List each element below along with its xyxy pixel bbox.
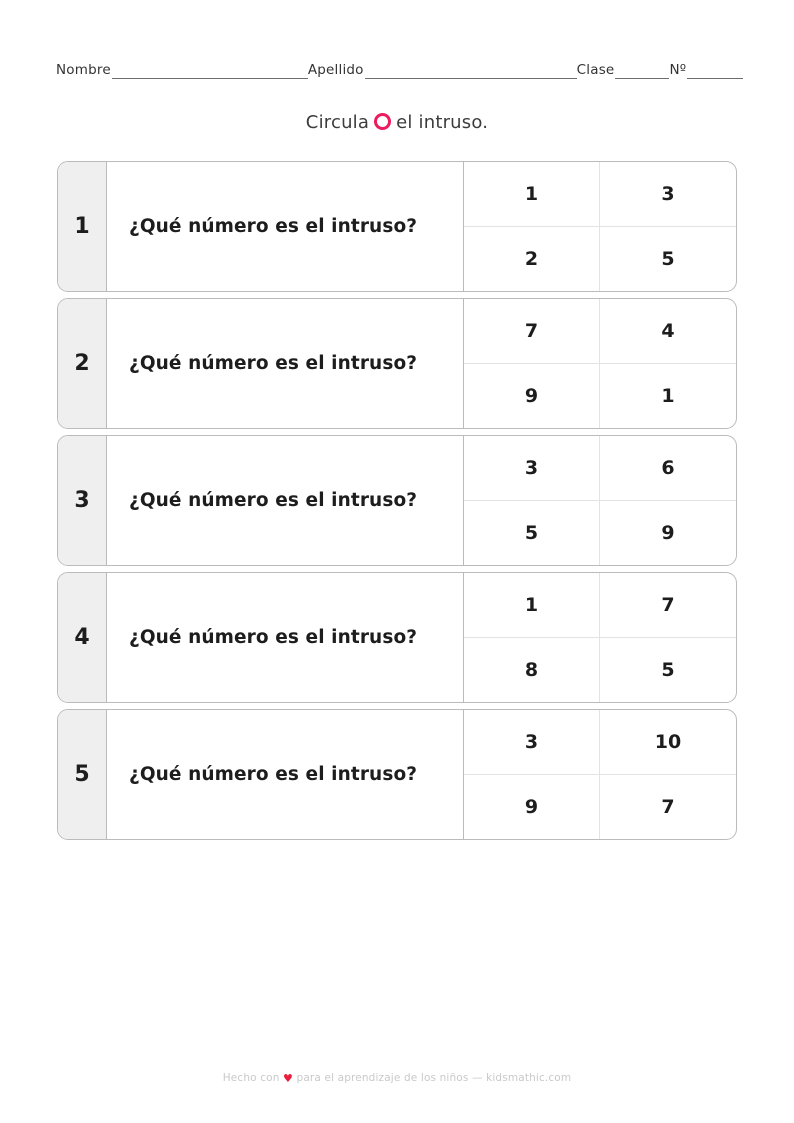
exercise-options xyxy=(464,436,736,565)
exercise-number: 5 xyxy=(58,710,107,839)
option-cell[interactable]: 1 xyxy=(464,162,600,227)
option-cell[interactable]: 5 xyxy=(661,658,675,681)
option-cell[interactable]: 5 xyxy=(464,501,600,566)
heart-icon: ♥ xyxy=(283,1072,294,1085)
option-cell[interactable]: 5 xyxy=(661,247,675,270)
option-cell[interactable]: 10 xyxy=(600,710,736,775)
exercise-number: 2 xyxy=(58,299,107,428)
footer-credit xyxy=(0,1072,794,1085)
option-cell[interactable]: 3 xyxy=(600,162,736,227)
exercise-row xyxy=(57,161,737,292)
field-clase xyxy=(577,62,670,79)
option-cell[interactable]: 2 xyxy=(464,227,600,292)
exercise-row xyxy=(57,435,737,566)
clase-input-line[interactable] xyxy=(615,65,669,79)
exercise-list xyxy=(57,161,737,846)
option-cell[interactable]: 9 xyxy=(464,364,600,429)
footer-before-heart: Hecho con xyxy=(222,1072,280,1084)
circle-icon xyxy=(374,113,391,130)
exercise-row xyxy=(57,298,737,429)
numero-input-line[interactable] xyxy=(687,65,743,79)
exercise-row xyxy=(57,709,737,840)
instruction-after: el intruso. xyxy=(396,112,489,133)
footer-after-heart: para el aprendizaje de los niños — kidsmathic.com xyxy=(296,1072,572,1084)
exercise-row xyxy=(57,572,737,703)
numero-label: Nº xyxy=(669,62,687,78)
clase-label: Clase xyxy=(576,62,615,78)
nombre-input-line[interactable] xyxy=(112,65,308,79)
option-cell[interactable]: 7 xyxy=(661,795,675,818)
option-cell[interactable]: 9 xyxy=(464,775,600,840)
exercise-number: 4 xyxy=(58,573,107,702)
nombre-label: Nombre xyxy=(56,62,111,78)
exercise-number: 1 xyxy=(58,162,107,291)
option-cell[interactable]: 3 xyxy=(464,436,600,501)
exercise-number: 3 xyxy=(58,436,107,565)
exercise-options xyxy=(464,299,736,428)
exercise-options xyxy=(464,162,736,291)
apellido-label: Apellido xyxy=(307,62,364,78)
option-cell[interactable]: 3 xyxy=(464,710,600,775)
option-cell[interactable]: 9 xyxy=(661,521,675,544)
exercise-options xyxy=(464,710,736,839)
field-nombre xyxy=(56,62,308,79)
option-cell[interactable]: 6 xyxy=(600,436,736,501)
instruction-text xyxy=(0,112,794,133)
exercise-question: ¿Qué número es el intruso? xyxy=(107,436,464,565)
field-apellido xyxy=(308,62,577,79)
option-cell[interactable]: 1 xyxy=(464,573,600,638)
option-cell[interactable]: 7 xyxy=(600,573,736,638)
option-cell[interactable]: 8 xyxy=(464,638,600,703)
exercise-options xyxy=(464,573,736,702)
apellido-input-line[interactable] xyxy=(365,65,577,79)
option-cell[interactable]: 1 xyxy=(661,384,675,407)
exercise-question: ¿Qué número es el intruso? xyxy=(107,299,464,428)
option-cell[interactable]: 4 xyxy=(600,299,736,364)
exercise-question: ¿Qué número es el intruso? xyxy=(107,162,464,291)
field-numero xyxy=(669,62,743,79)
instruction-before: Circula xyxy=(305,112,370,133)
exercise-question: ¿Qué número es el intruso? xyxy=(107,710,464,839)
student-info-header xyxy=(56,62,738,79)
exercise-question: ¿Qué número es el intruso? xyxy=(107,573,464,702)
option-cell[interactable]: 7 xyxy=(464,299,600,364)
